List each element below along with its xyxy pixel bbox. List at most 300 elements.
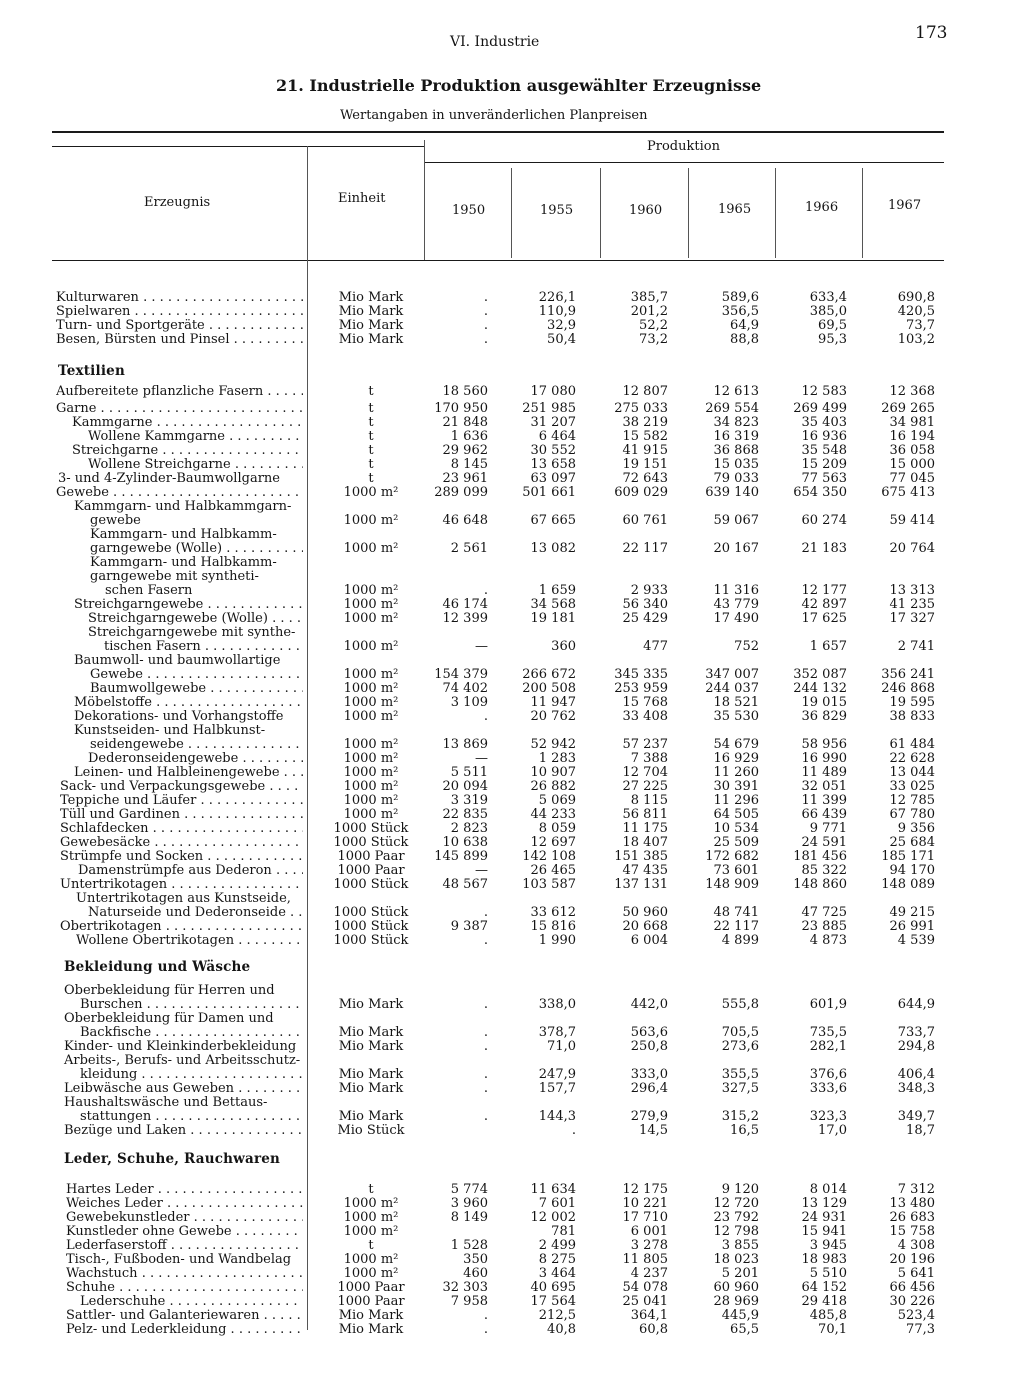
cell-1950: 10 638 xyxy=(442,835,488,850)
cell-1967: 4 308 xyxy=(897,1238,935,1253)
cell-1955: 31 207 xyxy=(530,415,576,430)
cell-1950: . xyxy=(483,1109,488,1124)
row-label: Dederonseidengewebe . . . xyxy=(88,751,303,767)
cell-1966: 58 956 xyxy=(801,737,847,752)
cell-1965: 73 601 xyxy=(713,863,759,878)
cell-1950: 8 145 xyxy=(450,457,488,472)
cell-1967: 269 265 xyxy=(881,401,935,416)
row-label: Leibwäsche aus Geweben . . . xyxy=(64,1081,303,1097)
cell-1966: 9 771 xyxy=(809,821,847,836)
cell-1967: 94 170 xyxy=(889,863,935,878)
row-unit: 1000 m² xyxy=(343,681,399,696)
cell-1960: 477 xyxy=(643,639,668,654)
row-label: stattungen . . . xyxy=(80,1109,303,1125)
cell-1950: 3 960 xyxy=(450,1196,488,1211)
row-unit: 1000 m² xyxy=(343,611,399,626)
cell-1955: 212,5 xyxy=(538,1308,576,1323)
row-label: seidengewebe . . . xyxy=(90,737,303,753)
row-label: Streichgarngewebe mit synthe- xyxy=(88,625,296,640)
cell-1950: 21 848 xyxy=(442,415,488,430)
row-unit: t xyxy=(368,401,374,416)
row-label: Dekorations- und Vorhangstoffe xyxy=(74,709,284,724)
table-row xyxy=(0,933,1024,949)
cell-1967: 12 785 xyxy=(889,793,935,808)
cell-1966: 5 510 xyxy=(809,1266,847,1281)
row-unit: Mio Mark xyxy=(338,332,404,347)
cell-1965: 752 xyxy=(734,639,759,654)
cell-1965: 9 120 xyxy=(721,1182,759,1197)
cell-1966: 77 563 xyxy=(801,471,847,486)
cell-1967: 20 764 xyxy=(889,541,935,556)
cell-1950: 3 319 xyxy=(450,793,488,808)
row-label: 3- und 4-Zylinder-Baumwollgarne xyxy=(58,471,280,486)
row-label: Besen, Bürsten und Pinsel . . . xyxy=(56,332,303,348)
page-number: 173 xyxy=(915,23,948,43)
cell-1955: 110,9 xyxy=(538,304,576,319)
cell-1967: 13 044 xyxy=(889,765,935,780)
row-label: Kinder- und Kleinkinderbekleidung xyxy=(64,1039,297,1054)
cell-1955: 11 634 xyxy=(530,1182,576,1197)
cell-1966: 181 456 xyxy=(793,849,847,864)
cell-1950: . xyxy=(483,997,488,1012)
col-divider-1967 xyxy=(862,168,863,258)
table-title: 21. Industrielle Produktion ausgewählter Erzeugnisse xyxy=(276,76,762,95)
col-head-einheit: Einheit xyxy=(338,191,386,206)
col-head-year: 1966 xyxy=(805,200,839,215)
cell-1960: 8 115 xyxy=(630,793,668,808)
row-label: tischen Fasern . . . xyxy=(104,639,303,655)
cell-1955: 266 672 xyxy=(522,667,576,682)
page-header xyxy=(0,0,1024,130)
cell-1967: 690,8 xyxy=(897,290,935,305)
cell-1960: 25 429 xyxy=(622,611,668,626)
cell-1966: 69,5 xyxy=(818,318,847,333)
cell-1950: 20 094 xyxy=(442,779,488,794)
cell-1955: 8 275 xyxy=(538,1252,576,1267)
cell-1955: 40,8 xyxy=(547,1322,576,1337)
cell-1965: 59 067 xyxy=(713,513,759,528)
head-rule-left xyxy=(52,146,424,147)
cell-1950: . xyxy=(483,933,488,948)
top-rule xyxy=(52,131,944,133)
cell-1960: 333,0 xyxy=(630,1067,668,1082)
row-label: gewebe xyxy=(90,513,141,528)
row-unit: 1000 Stück xyxy=(333,877,409,892)
cell-1955: 781 xyxy=(551,1224,576,1239)
cell-1965: 315,2 xyxy=(721,1109,759,1124)
cell-1967: 15 758 xyxy=(889,1224,935,1239)
cell-1967: 34 981 xyxy=(889,415,935,430)
row-label: Weiches Leder . . . xyxy=(66,1196,303,1212)
cell-1965: 273,6 xyxy=(721,1039,759,1054)
cell-1960: 18 407 xyxy=(622,835,668,850)
cell-1966: 17,0 xyxy=(818,1123,847,1138)
cell-1955: 44 233 xyxy=(530,807,576,822)
cell-1960: 50 960 xyxy=(622,905,668,920)
cell-1966: 13 129 xyxy=(801,1196,847,1211)
cell-1960: 57 237 xyxy=(622,737,668,752)
row-unit: 1000 m² xyxy=(343,485,399,500)
cell-1950: 12 399 xyxy=(442,611,488,626)
row-label: garngewebe (Wolle) . . . xyxy=(90,541,303,557)
cell-1965: 11 296 xyxy=(713,793,759,808)
cell-1966: 42 897 xyxy=(801,597,847,612)
cell-1960: 3 278 xyxy=(630,1238,668,1253)
cell-1960: 17 710 xyxy=(622,1210,668,1225)
cell-1960: 442,0 xyxy=(630,997,668,1012)
cell-1955: 338,0 xyxy=(538,997,576,1012)
row-unit: 1000 m² xyxy=(343,597,399,612)
cell-1955: 3 464 xyxy=(538,1266,576,1281)
row-unit: 1000 m² xyxy=(343,765,399,780)
cell-1960: 25 041 xyxy=(622,1294,668,1309)
col-head-year: 1950 xyxy=(452,203,486,218)
cell-1967: 348,3 xyxy=(897,1081,935,1096)
row-label: Aufbereitete pflanzliche Fasern . . . xyxy=(56,384,303,400)
cell-1960: 12 175 xyxy=(622,1182,668,1197)
cell-1966: 35 548 xyxy=(801,443,847,458)
cell-1960: 6 004 xyxy=(630,933,668,948)
row-label: Streichgarngewebe . . . xyxy=(74,597,303,613)
cell-1950: 350 xyxy=(463,1252,488,1267)
cell-1950: . xyxy=(483,304,488,319)
row-unit: t xyxy=(368,1238,374,1253)
cell-1950: 289 099 xyxy=(434,485,488,500)
cell-1955: 8 059 xyxy=(538,821,576,836)
cell-1966: 64 152 xyxy=(801,1280,847,1295)
cell-1967: 66 456 xyxy=(889,1280,935,1295)
cell-1955: 12 002 xyxy=(530,1210,576,1225)
cell-1950: . xyxy=(483,1025,488,1040)
cell-1966: 323,3 xyxy=(809,1109,847,1124)
cell-1966: 352 087 xyxy=(793,667,847,682)
row-unit: 1000 m² xyxy=(343,695,399,710)
cell-1960: 54 078 xyxy=(622,1280,668,1295)
cell-1960: 296,4 xyxy=(630,1081,668,1096)
cell-1965: 639 140 xyxy=(705,485,759,500)
row-label: Turn- und Sportgeräte . . . xyxy=(56,318,303,334)
cell-1967: 675 413 xyxy=(881,485,935,500)
row-unit: 1000 m² xyxy=(343,513,399,528)
cell-1955: 360 xyxy=(551,639,576,654)
cell-1966: 47 725 xyxy=(801,905,847,920)
cell-1960: 12 704 xyxy=(622,765,668,780)
cell-1965: 15 035 xyxy=(713,457,759,472)
cell-1966: 244 132 xyxy=(793,681,847,696)
row-label: Arbeits-, Berufs- und Arbeitsschutz- xyxy=(64,1053,301,1068)
row-label: Wachstuch . . . xyxy=(66,1266,303,1282)
cell-1955: 40 695 xyxy=(530,1280,576,1295)
row-unit: t xyxy=(368,443,374,458)
cell-1965: 11 260 xyxy=(713,765,759,780)
cell-1950: 8 149 xyxy=(450,1210,488,1225)
cell-1955: 1 659 xyxy=(538,583,576,598)
cell-1955: 52 942 xyxy=(530,737,576,752)
cell-1966: 95,3 xyxy=(818,332,847,347)
row-label: Streichgarne . . . xyxy=(72,443,303,459)
cell-1950: 1 528 xyxy=(450,1238,488,1253)
cell-1955: 13 082 xyxy=(530,541,576,556)
cell-1966: 8 014 xyxy=(809,1182,847,1197)
cell-1965: 22 117 xyxy=(713,919,759,934)
cell-1950: 5 511 xyxy=(450,765,488,780)
cell-1960: 60,8 xyxy=(639,1322,668,1337)
cell-1965: 16 929 xyxy=(713,751,759,766)
cell-1966: 23 885 xyxy=(801,919,847,934)
row-label: Wollene Obertrikotagen . . . xyxy=(76,933,303,949)
row-unit: Mio Mark xyxy=(338,290,404,305)
running-head: VI. Industrie xyxy=(450,34,540,50)
cell-1967: 16 194 xyxy=(889,429,935,444)
row-unit: 1000 m² xyxy=(343,541,399,556)
row-label: Hartes Leder . . . xyxy=(66,1182,303,1198)
cell-1966: 32 051 xyxy=(801,779,847,794)
cell-1950: — xyxy=(475,639,488,654)
row-label: Burschen . . . xyxy=(80,997,303,1013)
cell-1960: 2 933 xyxy=(630,583,668,598)
cell-1960: 15 768 xyxy=(622,695,668,710)
cell-1966: 21 183 xyxy=(801,541,847,556)
row-unit: 1000 m² xyxy=(343,1252,399,1267)
cell-1967: 49 215 xyxy=(889,905,935,920)
cell-1950: . xyxy=(483,318,488,333)
cell-1966: 66 439 xyxy=(801,807,847,822)
row-unit: 1000 m² xyxy=(343,1224,399,1239)
cell-1966: 15 941 xyxy=(801,1224,847,1239)
cell-1955: 30 552 xyxy=(530,443,576,458)
cell-1966: 148 860 xyxy=(793,877,847,892)
row-unit: Mio Mark xyxy=(338,1025,404,1040)
cell-1967: 349,7 xyxy=(897,1109,935,1124)
row-label: Sack- und Verpackungsgewebe . . . xyxy=(60,779,303,795)
cell-1955: 19 181 xyxy=(530,611,576,626)
cell-1966: 11 489 xyxy=(801,765,847,780)
cell-1967: 644,9 xyxy=(897,997,935,1012)
row-label: Gewebe . . . xyxy=(56,485,303,501)
row-label: Untertrikotagen aus Kunstseide, xyxy=(76,891,291,906)
row-unit: Mio Mark xyxy=(338,1081,404,1096)
cell-1960: 27 225 xyxy=(622,779,668,794)
row-label: Damenstrümpfe aus Dederon . . . xyxy=(78,863,303,879)
cell-1967: 5 641 xyxy=(897,1266,935,1281)
cell-1955: 11 947 xyxy=(530,695,576,710)
row-unit: Mio Mark xyxy=(338,997,404,1012)
cell-1967: 185 171 xyxy=(881,849,935,864)
cell-1967: 7 312 xyxy=(897,1182,935,1197)
row-label: Lederschuhe . . . xyxy=(80,1294,303,1310)
section-heading: Bekleidung und Wäsche xyxy=(64,959,251,975)
cell-1960: 20 668 xyxy=(622,919,668,934)
cell-1967: 26 991 xyxy=(889,919,935,934)
table-row xyxy=(0,1322,1024,1338)
row-label: Oberbekleidung für Herren und xyxy=(64,983,275,998)
cell-1960: 41 915 xyxy=(622,443,668,458)
cell-1955: 378,7 xyxy=(538,1025,576,1040)
row-label: schen Fasern xyxy=(105,583,193,598)
cell-1950: . xyxy=(483,709,488,724)
cell-1960: 364,1 xyxy=(630,1308,668,1323)
cell-1966: 333,6 xyxy=(809,1081,847,1096)
cell-1950: . xyxy=(483,332,488,347)
cell-1966: 601,9 xyxy=(809,997,847,1012)
cell-1965: 555,8 xyxy=(721,997,759,1012)
row-unit: 1000 Paar xyxy=(337,1294,405,1309)
row-label: Teppiche und Läufer . . . xyxy=(60,793,303,809)
cell-1967: 33 025 xyxy=(889,779,935,794)
cell-1965: 23 792 xyxy=(713,1210,759,1225)
cell-1950: 2 823 xyxy=(450,821,488,836)
row-label: Sattler- und Galanteriewaren . . . xyxy=(66,1308,303,1324)
cell-1960: 4 237 xyxy=(630,1266,668,1281)
cell-1955: 32,9 xyxy=(547,318,576,333)
cell-1955: 17 080 xyxy=(530,384,576,399)
cell-1966: 18 983 xyxy=(801,1252,847,1267)
cell-1965: 16 319 xyxy=(713,429,759,444)
cell-1965: 172 682 xyxy=(705,849,759,864)
row-label: Backfische . . . xyxy=(80,1025,303,1041)
row-label: Bezüge und Laken . . . xyxy=(64,1123,303,1139)
cell-1950: 74 402 xyxy=(442,681,488,696)
cell-1966: 633,4 xyxy=(809,290,847,305)
row-label: Kammgarn- und Halbkamm- xyxy=(90,555,277,570)
row-label: Lederfaserstoff . . . xyxy=(66,1238,303,1254)
cell-1966: 654 350 xyxy=(793,485,847,500)
head-bottom-rule xyxy=(52,260,944,261)
cell-1950: . xyxy=(483,1308,488,1323)
row-unit: Mio Mark xyxy=(338,1067,404,1082)
row-unit: 1000 m² xyxy=(343,807,399,822)
cell-1965: 30 391 xyxy=(713,779,759,794)
cell-1950: 145 899 xyxy=(434,849,488,864)
cell-1960: 11 175 xyxy=(622,821,668,836)
row-label: Oberbekleidung für Damen und xyxy=(64,1011,274,1026)
cell-1965: 244 037 xyxy=(705,681,759,696)
row-unit: Mio Mark xyxy=(338,1109,404,1124)
row-label: Wollene Streichgarne . . . xyxy=(88,457,303,473)
row-label: Tüll und Gardinen . . . xyxy=(60,807,303,823)
cell-1965: 60 960 xyxy=(713,1280,759,1295)
cell-1955: 63 097 xyxy=(530,471,576,486)
col-head-year: 1960 xyxy=(629,203,663,218)
cell-1966: 12 583 xyxy=(801,384,847,399)
cell-1965: 4 899 xyxy=(721,933,759,948)
row-label: Schlafdecken . . . xyxy=(60,821,303,837)
cell-1955: 1 990 xyxy=(538,933,576,948)
cell-1960: 10 221 xyxy=(622,1196,668,1211)
row-unit: 1000 m² xyxy=(343,639,399,654)
cell-1950: . xyxy=(483,1322,488,1337)
table-row xyxy=(0,384,1024,400)
col-divider-produktion xyxy=(424,140,425,260)
cell-1960: 15 582 xyxy=(622,429,668,444)
cell-1955: 26 882 xyxy=(530,779,576,794)
cell-1950: 460 xyxy=(463,1266,488,1281)
cell-1960: 6 001 xyxy=(630,1224,668,1239)
col-divider-1960 xyxy=(600,168,601,258)
cell-1960: 345 335 xyxy=(614,667,668,682)
row-unit: t xyxy=(368,471,374,486)
row-unit: t xyxy=(368,415,374,430)
cell-1965: 48 741 xyxy=(713,905,759,920)
cell-1960: 609 029 xyxy=(614,485,668,500)
cell-1950: 170 950 xyxy=(434,401,488,416)
cell-1960: 38 219 xyxy=(622,415,668,430)
cell-1960: 19 151 xyxy=(622,457,668,472)
cell-1955: 226,1 xyxy=(538,290,576,305)
cell-1966: 19 015 xyxy=(801,695,847,710)
col-head-erzeugnis: Erzeugnis xyxy=(144,195,211,210)
cell-1967: 30 226 xyxy=(889,1294,935,1309)
col-divider-1955 xyxy=(511,168,512,258)
cell-1960: 72 643 xyxy=(622,471,668,486)
cell-1965: 28 969 xyxy=(713,1294,759,1309)
produktion-underline xyxy=(424,162,944,163)
row-unit: 1000 m² xyxy=(343,667,399,682)
section-heading: Leder, Schuhe, Rauchwaren xyxy=(64,1151,281,1167)
cell-1960: 201,2 xyxy=(630,304,668,319)
cell-1967: 36 058 xyxy=(889,443,935,458)
cell-1965: 355,5 xyxy=(721,1067,759,1082)
cell-1967: 4 539 xyxy=(897,933,935,948)
row-unit: 1000 m² xyxy=(343,1210,399,1225)
cell-1960: 52,2 xyxy=(639,318,668,333)
row-label: garngewebe mit syntheti- xyxy=(90,569,259,584)
cell-1965: 12 720 xyxy=(713,1196,759,1211)
cell-1967: 420,5 xyxy=(897,304,935,319)
table-subtitle: Wertangaben in unveränderlichen Planpreisen xyxy=(340,108,648,123)
cell-1960: 253 959 xyxy=(614,681,668,696)
cell-1966: 85 322 xyxy=(801,863,847,878)
cell-1950: 46 648 xyxy=(442,513,488,528)
row-label: Kammgarne . . . xyxy=(72,415,303,431)
cell-1967: 20 196 xyxy=(889,1252,935,1267)
row-unit: t xyxy=(368,384,374,399)
cell-1955: 20 762 xyxy=(530,709,576,724)
cell-1967: 73,7 xyxy=(906,318,935,333)
cell-1966: 35 403 xyxy=(801,415,847,430)
cell-1960: 385,7 xyxy=(630,290,668,305)
col-divider-1965 xyxy=(688,168,689,258)
cell-1955: 67 665 xyxy=(530,513,576,528)
row-unit: 1000 m² xyxy=(343,583,399,598)
row-label: Schuhe . . . xyxy=(66,1280,303,1296)
cell-1965: 16,5 xyxy=(730,1123,759,1138)
cell-1965: 79 033 xyxy=(713,471,759,486)
cell-1960: 11 805 xyxy=(622,1252,668,1267)
cell-1960: 7 388 xyxy=(630,751,668,766)
cell-1955: 12 697 xyxy=(530,835,576,850)
cell-1960: 12 807 xyxy=(622,384,668,399)
cell-1967: 77 045 xyxy=(889,471,935,486)
cell-1967: 294,8 xyxy=(897,1039,935,1054)
cell-1965: 445,9 xyxy=(721,1308,759,1323)
cell-1965: 5 201 xyxy=(721,1266,759,1281)
cell-1950: 48 567 xyxy=(442,877,488,892)
cell-1965: 3 855 xyxy=(721,1238,759,1253)
cell-1955: 200 508 xyxy=(522,681,576,696)
row-unit: 1000 Stück xyxy=(333,905,409,920)
cell-1960: 22 117 xyxy=(622,541,668,556)
cell-1967: 13 480 xyxy=(889,1196,935,1211)
row-unit: Mio Mark xyxy=(338,1322,404,1337)
cell-1967: 246 868 xyxy=(881,681,935,696)
cell-1950: 23 961 xyxy=(442,471,488,486)
row-unit: Mio Stück xyxy=(337,1123,405,1138)
cell-1965: 327,5 xyxy=(721,1081,759,1096)
cell-1960: 137 131 xyxy=(614,877,668,892)
cell-1966: 376,6 xyxy=(809,1067,847,1082)
cell-1966: 60 274 xyxy=(801,513,847,528)
